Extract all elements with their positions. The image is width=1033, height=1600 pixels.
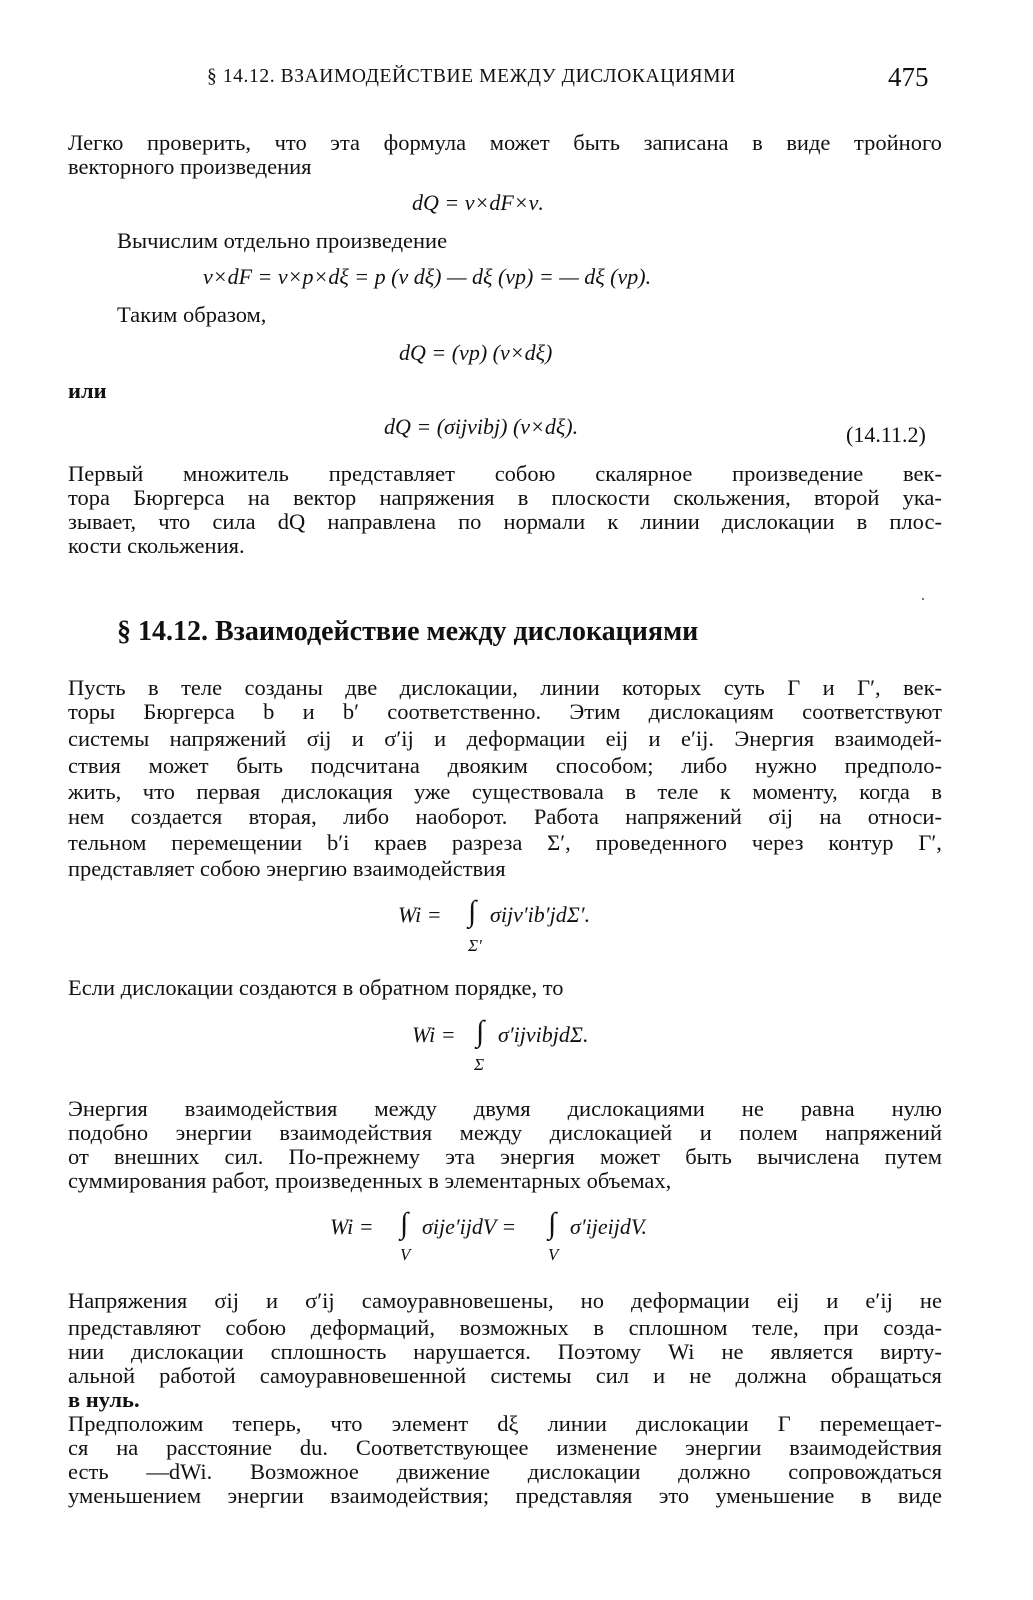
- section-heading: § 14.12. Взаимодействие между дислокациями: [117, 616, 699, 647]
- body-line: в нуль.: [68, 1387, 140, 1412]
- body-line: представляют собою деформаций, возможных в сплошном теле, при созда-: [68, 1315, 942, 1340]
- integral-limit: Σ′: [468, 936, 482, 955]
- equation: dQ = (νp) (ν×dξ): [399, 340, 553, 365]
- body-line: Вычислим отдельно произведение: [117, 228, 448, 253]
- body-line: альной работой самоуравновешенной системы сил и не должна обращаться: [68, 1363, 942, 1388]
- body-line: ствия может быть подсчитана двояким способом; либо нужно предполо-: [68, 753, 942, 778]
- body-line: ся на расстояние du. Соответствующее изменение энергии взаимодействия: [68, 1435, 942, 1460]
- equation: dQ = (σijνibj) (ν×dξ).: [384, 414, 579, 439]
- equation-integrand: σ′ijνibjdΣ.: [498, 1022, 589, 1047]
- body-line: системы напряжений σij и σ′ij и деформации eij и e′ij. Энергия взаимодей-: [68, 726, 942, 751]
- equation: ν×dF = ν×p×dξ = p (ν dξ) — dξ (νp) = — dξ (νp).: [203, 264, 652, 289]
- body-line: векторного произведения: [68, 154, 312, 179]
- body-line: Первый множитель представляет собою скалярное произведение век-: [68, 461, 942, 486]
- speck: [922, 598, 924, 600]
- integral-sign: ∫: [468, 895, 477, 928]
- integral-limit: V: [400, 1245, 411, 1264]
- equation-integrand: σije′ijdV =: [422, 1214, 517, 1239]
- body-line: уменьшением энергии взаимодействия; представляя это уменьшение в виде: [68, 1483, 942, 1508]
- body-line: есть —dWi. Возможное движение дислокации должно сопровождаться: [68, 1459, 942, 1484]
- body-line: нем создается вторая, либо наоборот. Работа напряжений σij на относи-: [68, 804, 942, 829]
- equation-lhs: Wi =: [412, 1022, 456, 1047]
- body-line: зывает, что сила dQ направлена по нормали к линии дислокации в плос-: [68, 509, 942, 534]
- integral-sign: ∫: [548, 1207, 557, 1240]
- body-line: от внешних сил. По-прежнему эта энергия может быть вычислена путем: [68, 1144, 942, 1169]
- body-line: Энергия взаимодействия между двумя дислокациями не равна нулю: [68, 1096, 942, 1121]
- body-line: торы Бюргерса b и b′ соответственно. Этим дислокациям соответствуют: [68, 699, 942, 724]
- equation-lhs: Wi =: [398, 902, 442, 927]
- body-line: Если дислокации создаются в обратном порядке, то: [68, 975, 564, 1000]
- body-line: суммирования работ, произведенных в элементарных объемах,: [68, 1168, 672, 1193]
- integral-sign: ∫: [476, 1015, 485, 1048]
- body-line: тора Бюргерса на вектор напряжения в плоскости скольжения, второй ука-: [68, 485, 942, 510]
- body-line: Таким образом,: [117, 302, 267, 327]
- equation-lhs: Wi =: [330, 1214, 374, 1239]
- header-title: § 14.12. ВЗАИМОДЕЙСТВИЕ МЕЖДУ ДИСЛОКАЦИЯМИ: [207, 66, 736, 87]
- equation: dQ = ν×dF×ν.: [412, 190, 544, 215]
- body-line: или: [68, 378, 107, 403]
- body-line: кости скольжения.: [68, 533, 245, 558]
- equation-integrand: σ′ijeijdV.: [570, 1214, 647, 1239]
- equation-integrand: σijν′ib′jdΣ′.: [490, 902, 591, 927]
- integral-sign: ∫: [400, 1207, 409, 1240]
- body-line: Предположим теперь, что элемент dξ линии дислокации Г перемещает-: [68, 1411, 942, 1436]
- equation-number: (14.11.2): [846, 422, 926, 447]
- body-line: жить, что первая дислокация уже существовала в теле к моменту, когда в: [68, 779, 942, 804]
- body-line: Легко проверить, что эта формула может быть записана в виде тройного: [68, 130, 942, 155]
- body-line: подобно энергии взаимодействия между дислокацией и полем напряжений: [68, 1120, 942, 1145]
- integral-limit: V: [548, 1245, 559, 1264]
- integral-limit: Σ: [474, 1055, 485, 1074]
- body-line: Напряжения σij и σ′ij самоуравновешены, но деформации eij и e′ij не: [68, 1288, 942, 1313]
- body-line: нии дислокации сплошность нарушается. Поэтому Wi не является вирту-: [68, 1339, 942, 1364]
- body-line: представляет собою энергию взаимодействия: [68, 856, 506, 881]
- body-line: Пусть в теле созданы две дислокации, линии которых суть Г и Г′, век-: [68, 675, 942, 700]
- page-number: 475: [888, 62, 929, 92]
- body-line: тельном перемещении b′i краев разреза Σ′, проведенного через контур Г′,: [68, 830, 942, 855]
